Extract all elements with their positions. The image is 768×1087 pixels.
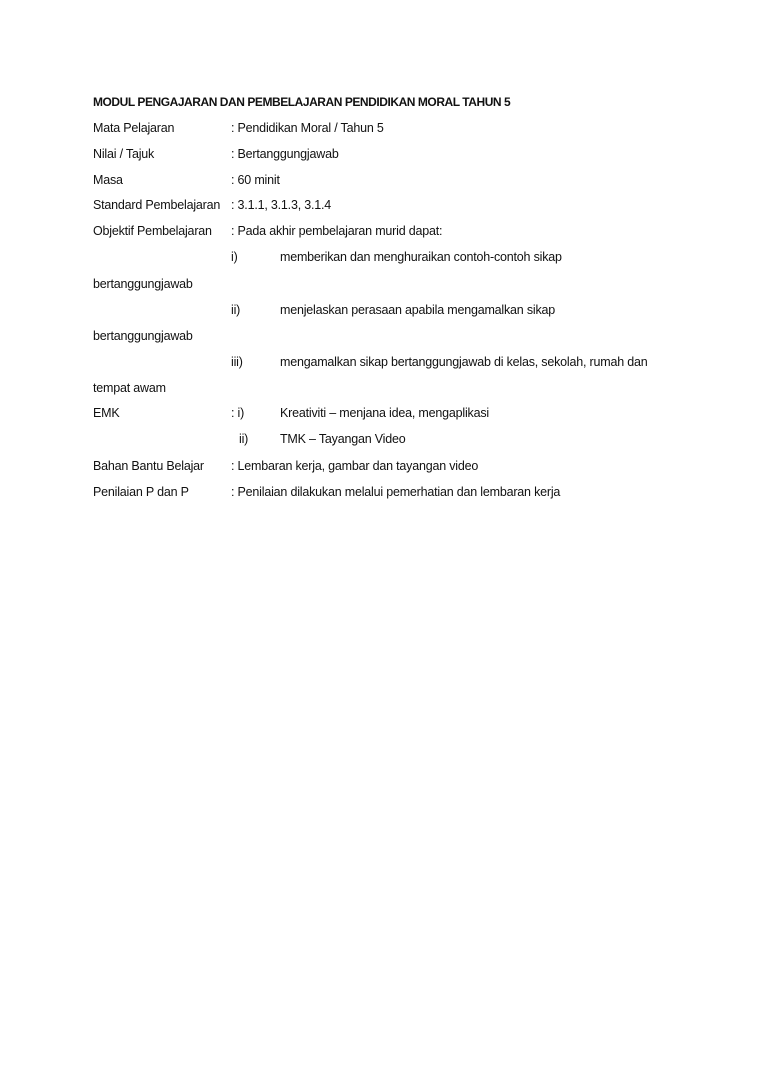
objective-text-continued: bertanggungjawab: [93, 329, 193, 343]
emk-item-text: TMK – Tayangan Video: [280, 432, 406, 446]
objective-number: i): [231, 250, 238, 264]
bahan-value: : Lembaran kerja, gambar dan tayangan video: [231, 459, 479, 473]
nilai-value: : Bertanggungjawab: [231, 147, 339, 161]
objektif-value: : Pada akhir pembelajaran murid dapat:: [231, 224, 443, 238]
objective-text-continued: bertanggungjawab: [93, 277, 193, 291]
nilai-label: Nilai / Tajuk: [93, 147, 155, 161]
mata-pelajaran-label: Mata Pelajaran: [93, 121, 175, 135]
objective-text: memberikan dan menghuraikan contoh-contoh sikap: [280, 250, 562, 264]
objective-text: menjelaskan perasaan apabila mengamalkan sikap: [280, 303, 556, 317]
objective-number: iii): [231, 355, 243, 369]
objective-text: mengamalkan sikap bertanggungjawab di kelas, sekolah, rumah dan: [280, 355, 648, 369]
penilaian-label: Penilaian P dan P: [93, 485, 189, 499]
objective-number: ii): [231, 303, 241, 317]
document-title: MODUL PENGAJARAN DAN PEMBELAJARAN PENDIDIKAN MORAL TAHUN 5: [93, 95, 511, 109]
objektif-label: Objektif Pembelajaran: [93, 224, 212, 238]
emk-item-number: ii): [239, 432, 249, 446]
emk-item-text: Kreativiti – menjana idea, mengaplikasi: [280, 406, 489, 420]
standard-value: : 3.1.1, 3.1.3, 3.1.4: [231, 198, 332, 212]
mata-pelajaran-value: : Pendidikan Moral / Tahun 5: [231, 121, 384, 135]
emk-label: EMK: [93, 406, 120, 420]
standard-label: Standard Pembelajaran: [93, 198, 221, 212]
emk-item-number: : i): [231, 406, 245, 420]
masa-value: : 60 minit: [231, 173, 280, 187]
objective-text-continued: tempat awam: [93, 381, 166, 395]
masa-label: Masa: [93, 173, 123, 187]
penilaian-value: : Penilaian dilakukan melalui pemerhatian dan lembaran kerja: [231, 485, 561, 499]
bahan-label: Bahan Bantu Belajar: [93, 459, 204, 473]
